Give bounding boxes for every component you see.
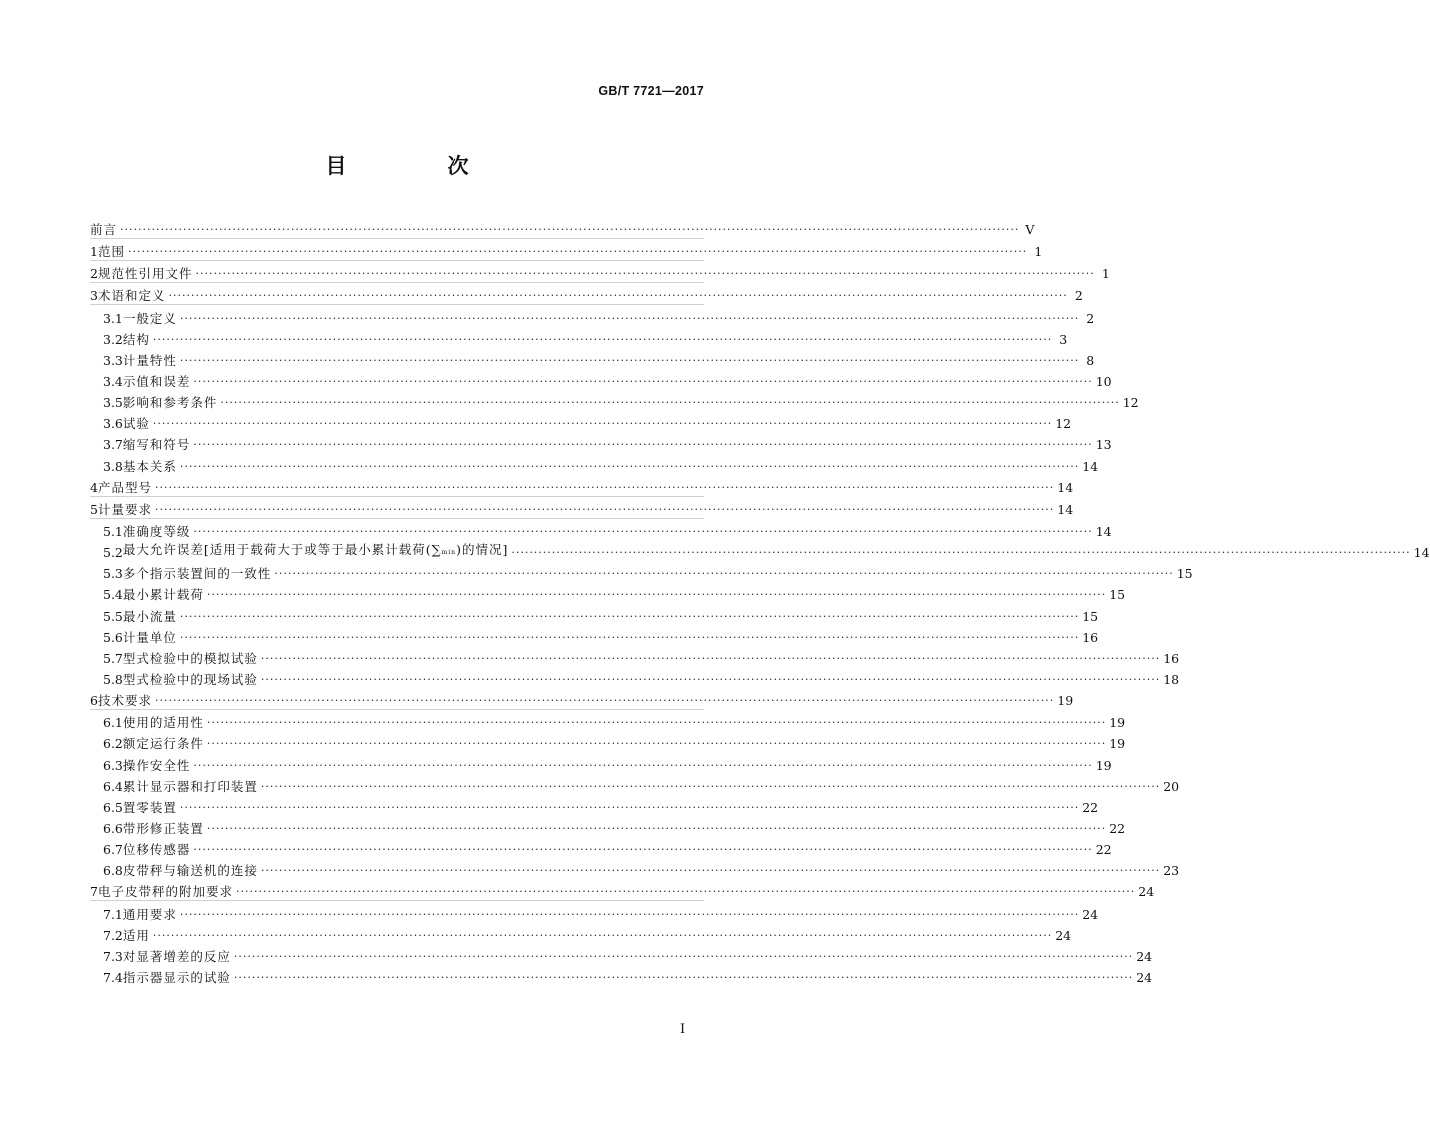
toc-entry-title <box>123 374 191 390</box>
toc-leader-dots: ········································································································································································································ <box>206 588 1107 602</box>
toc-entry-title <box>123 863 258 879</box>
toc-entry-title <box>98 502 152 518</box>
toc-entry[interactable] <box>90 667 1180 688</box>
toc-entry-title-text: 皮带秤与输送机的连接 <box>122 863 258 879</box>
toc-entry-title-text: 前言 <box>90 222 118 237</box>
toc-leader-dots: ········································································································································································································ <box>193 843 1093 857</box>
toc-entry[interactable] <box>90 944 1153 965</box>
toc-leader-dots: ········································································································································································································ <box>206 737 1107 751</box>
toc-entry-number: 3.7 <box>103 437 123 453</box>
toc-leader-dots: ········································································································································································································ <box>179 800 1080 814</box>
toc-entry-title-text: 最小流量 <box>122 608 177 624</box>
toc-leader-dots: ········································································································································································································ <box>260 672 1161 686</box>
toc-entry-number: 3.8 <box>103 458 123 474</box>
toc-entry[interactable] <box>90 879 1155 901</box>
toc-entry-page: 18 <box>1163 671 1180 687</box>
toc-leader-dots: ········································································································································································································ <box>168 289 1068 303</box>
toc-entry-page: 14 <box>1413 545 1430 561</box>
toc-leader-dots: ········································································································································································································ <box>206 821 1107 835</box>
toc-leader-dots: ········································································································································································································ <box>179 907 1080 921</box>
toc-entry-title-text: 位移传感器 <box>122 842 191 858</box>
toc-entry-title <box>123 821 204 837</box>
toc-entry-number: 7.2 <box>103 927 123 943</box>
toc-entry-page: 14 <box>1057 501 1074 517</box>
toc-leader-dots: ········································································································································································································ <box>154 694 1055 708</box>
toc-entry[interactable] <box>90 390 1139 411</box>
toc-leader-dots: ········································································································································································································ <box>233 949 1134 963</box>
toc-entry-title <box>123 630 177 646</box>
toc-entry-title-text: 试验 <box>122 416 150 432</box>
toc-entry-page: 22 <box>1109 820 1126 836</box>
toc-entry-number: 6 <box>90 693 98 709</box>
toc-leader-dots: ········································································································································································································ <box>152 332 1053 346</box>
toc-entry-page: 14 <box>1095 523 1112 539</box>
toc-entry-title <box>123 353 177 369</box>
toc-entry-title-text: 计量单位 <box>122 629 177 645</box>
toc-entry-title-text: 示值和误差 <box>122 373 191 389</box>
toc-entry-title-text: 累计显示器和打印装置 <box>122 778 258 794</box>
toc-entry[interactable] <box>90 327 1068 348</box>
toc-entry-title <box>98 266 193 282</box>
toc-entry-title-text: 使用的适用性 <box>122 715 204 731</box>
toc-leader-dots: ········································································································································································································ <box>154 480 1055 494</box>
toc-entry-number: 6.7 <box>103 842 123 858</box>
toc-leader-dots: ········································································································································································································ <box>193 374 1093 388</box>
toc-entry[interactable] <box>90 923 1072 944</box>
toc-entry-number: 6.3 <box>103 757 123 773</box>
toc-entry-number: 6.1 <box>103 715 123 731</box>
toc-leader-dots: ········································································································································································································ <box>152 928 1053 942</box>
toc-entry-title <box>123 715 204 731</box>
toc-entry-title-text: 电子皮带秤的附加要求 <box>97 884 233 900</box>
toc-entry-title-text: 带形修正装置 <box>122 820 204 836</box>
toc-entry-number: 3.4 <box>103 373 123 389</box>
toc-entry-page: 10 <box>1095 373 1112 389</box>
toc-leader-dots: ········································································································································································································ <box>274 567 1174 581</box>
toc-leader-dots: ········································································································································································································ <box>220 396 1120 410</box>
toc-entry-title-text: 技术要求 <box>97 693 152 709</box>
toc-leader-dots: ········································································································································································································ <box>127 245 1028 259</box>
toc-entry-number: 6.4 <box>103 778 123 794</box>
page-title: 目 次 <box>325 153 509 178</box>
toc-entry-number: 6.8 <box>103 863 123 879</box>
toc-entry-number: 5.4 <box>103 587 123 603</box>
toc-entry-number: 2 <box>90 266 98 282</box>
toc-entry-title <box>123 566 272 582</box>
toc-entry-title-text: 一般定义 <box>122 310 177 326</box>
toc-entry-title <box>123 311 177 327</box>
toc-entry-title-text: 范围 <box>97 244 125 260</box>
toc-entry-title-text: 计量要求 <box>97 501 152 517</box>
toc-entry[interactable] <box>90 411 1072 432</box>
toc-entry-page: 16 <box>1163 650 1180 666</box>
toc-entry-page: 8 <box>1086 352 1095 368</box>
toc-entry-page: 22 <box>1082 799 1099 815</box>
toc-entry-title <box>123 459 177 475</box>
toc-entry-number: 7.3 <box>103 948 123 964</box>
page-number: Ⅰ <box>680 1022 686 1037</box>
toc-entry-title <box>123 524 191 540</box>
toc-leader-dots: ········································································································································································································ <box>260 779 1161 793</box>
toc-entry-title-text: 额定运行条件 <box>122 736 204 752</box>
toc-entry-page: 15 <box>1109 587 1126 603</box>
toc-leader-dots: ········································································································································································································ <box>179 630 1080 644</box>
toc-entry-page: 3 <box>1059 331 1068 347</box>
toc-entry-title-text: 计量特性 <box>122 352 177 368</box>
toc-entry-title <box>123 736 204 752</box>
toc-entry[interactable] <box>90 837 1112 858</box>
toc-entry-page: 2 <box>1074 288 1083 304</box>
toc-entry-number: 4 <box>90 479 98 495</box>
toc-entry[interactable] <box>90 475 1074 497</box>
toc-entry-number: 5 <box>90 501 98 517</box>
toc-entry-title-text: 型式检验中的现场试验 <box>122 671 258 687</box>
toc-entry[interactable] <box>90 731 1126 752</box>
toc-entry-title <box>123 542 508 561</box>
standard-code: GB/T 7721—2017 <box>598 84 704 98</box>
toc-entry-page: 24 <box>1138 884 1155 900</box>
toc-entry-number: 5.7 <box>103 650 123 666</box>
toc-entry-page: 1 <box>1101 266 1110 282</box>
toc-leader-dots: ········································································································································································································ <box>511 546 1411 560</box>
toc-entry-page: 24 <box>1136 948 1153 964</box>
toc-entry-number: 5.6 <box>103 629 123 645</box>
toc-entry-page: 13 <box>1095 437 1112 453</box>
toc-entry-page: 24 <box>1136 969 1153 985</box>
toc-entry-number: 6.6 <box>103 820 123 836</box>
toc-entry[interactable] <box>90 540 1430 561</box>
toc-entry-title-text: 通用要求 <box>122 906 177 922</box>
toc-entry[interactable] <box>90 688 1074 710</box>
toc-entry[interactable] <box>90 646 1180 667</box>
toc-leader-dots: ········································································································································································································ <box>195 267 1095 281</box>
toc-entry[interactable] <box>90 432 1112 453</box>
toc-entry-number: 3.5 <box>103 395 123 411</box>
toc-entry-page: 23 <box>1163 863 1180 879</box>
toc-entry-title <box>123 949 231 965</box>
toc-entry[interactable] <box>90 752 1112 773</box>
toc-entry-number: 5.8 <box>103 671 123 687</box>
toc-leader-dots: ········································································································································································································ <box>179 459 1080 473</box>
toc-entry-number: 3.1 <box>103 310 123 326</box>
toc-entry-number: 3 <box>90 288 98 304</box>
toc-entry-page: 1 <box>1034 244 1043 260</box>
toc-entry-title-text: 最大允许误差[适用于载荷大于或等于最小累计载荷(∑ <box>122 542 442 558</box>
toc-entry-title-text: 结构 <box>122 331 150 347</box>
toc-entry-number: 3.2 <box>103 331 123 347</box>
toc-leader-dots: ········································································································································································································ <box>260 651 1161 665</box>
toc-entry-number: 5.2 <box>103 545 123 561</box>
toc-entry[interactable] <box>90 305 1095 326</box>
toc-entry-title-text: 术语和定义 <box>97 288 166 304</box>
toc-entry-number: 5.3 <box>103 566 123 582</box>
toc-entry-title-text: 基本关系 <box>122 458 177 474</box>
toc-entry-title-text: 最小累计载荷 <box>122 587 204 603</box>
toc-entry-title <box>123 416 150 432</box>
toc-entry[interactable] <box>90 965 1153 986</box>
toc-leader-dots: ········································································································································································································ <box>120 223 1020 236</box>
toc-entry[interactable] <box>90 774 1180 795</box>
toc-entry-title <box>123 758 191 774</box>
toc-entry-title-text: 多个指示装置间的一致性 <box>122 566 272 582</box>
toc-entry-title-tail: )的情况] <box>456 542 509 558</box>
toc-entry-title-text: 操作安全性 <box>122 757 191 773</box>
toc-entry-page: 15 <box>1176 566 1193 582</box>
toc-entry-title <box>123 928 150 944</box>
toc-leader-dots: ········································································································································································································ <box>154 502 1055 516</box>
toc-entry[interactable] <box>90 816 1126 837</box>
toc-entry-title-text: 型式检验中的模拟试验 <box>122 650 258 666</box>
toc-entry-title <box>123 672 258 688</box>
toc-entry-page: 16 <box>1082 629 1099 645</box>
toc-entry-page: 19 <box>1057 693 1074 709</box>
toc-entry[interactable] <box>90 582 1126 603</box>
toc-entry-title <box>123 395 218 411</box>
toc-entry-title <box>123 587 204 603</box>
toc-leader-dots: ········································································································································································································ <box>193 524 1093 538</box>
toc-entry[interactable] <box>90 283 1083 305</box>
toc-leader-dots: ········································································································································································································ <box>260 864 1161 878</box>
toc-leader-dots: ········································································································································································································ <box>179 311 1080 325</box>
toc-entry-number: 6.2 <box>103 736 123 752</box>
toc-entry-title-text: 适用 <box>122 927 150 943</box>
toc-entry[interactable] <box>90 453 1099 474</box>
toc-leader-dots: ········································································································································································································ <box>206 716 1107 730</box>
toc-entry-title-text: 准确度等级 <box>122 523 191 539</box>
toc-entry-title-text: 规范性引用文件 <box>97 266 193 282</box>
toc-entry-title <box>98 244 125 260</box>
toc-entry-page: 19 <box>1109 715 1126 731</box>
toc-entry[interactable] <box>90 710 1126 731</box>
toc-leader-dots: ········································································································································································································ <box>193 758 1093 772</box>
toc-entry-title <box>123 842 191 858</box>
toc-entry-page: 19 <box>1095 757 1112 773</box>
toc-entry-page: 24 <box>1082 906 1099 922</box>
toc-entry[interactable] <box>90 239 1043 261</box>
toc-entry[interactable] <box>90 519 1112 540</box>
toc-entry-title-text: 对显著增差的反应 <box>122 948 231 964</box>
toc-entry-page: 2 <box>1086 310 1095 326</box>
toc-leader-dots: ········································································································································································································ <box>179 609 1080 623</box>
toc-entry-number: 6.5 <box>103 799 123 815</box>
toc-entry[interactable] <box>90 858 1180 879</box>
toc-entry-title <box>90 222 117 238</box>
toc-entry-page: 14 <box>1057 479 1074 495</box>
toc-entry[interactable] <box>90 369 1112 390</box>
toc-entry[interactable] <box>90 625 1099 646</box>
toc-entry-number: 7.1 <box>103 906 123 922</box>
toc-entry-number: 1 <box>90 244 98 260</box>
toc-entry[interactable] <box>90 795 1099 816</box>
toc-entry-title <box>123 437 191 453</box>
toc-entry-title-subscript: min <box>441 549 457 557</box>
toc-leader-dots: ········································································································································································································ <box>152 417 1053 431</box>
toc-entry-number: 3.6 <box>103 416 123 432</box>
toc-entry-title <box>123 609 177 625</box>
toc-entry-number: 3.3 <box>103 352 123 368</box>
toc-entry-title <box>123 651 258 667</box>
toc-entry[interactable] <box>90 901 1099 922</box>
toc-entry-title <box>98 693 152 709</box>
toc-entry-title-text: 置零装置 <box>122 799 177 815</box>
toc-entry-page: 15 <box>1082 608 1099 624</box>
toc-leader-dots: ········································································································································································································ <box>193 438 1093 452</box>
toc-entry[interactable] <box>90 348 1095 369</box>
toc-entry-page: 12 <box>1055 416 1072 432</box>
toc-entry-title <box>98 884 233 900</box>
toc-entry[interactable] <box>90 561 1193 582</box>
toc-entry-title <box>123 800 177 816</box>
toc-entry-page: 19 <box>1109 736 1126 752</box>
toc-entry-page: 22 <box>1095 842 1112 858</box>
toc-entry-page: 20 <box>1163 778 1180 794</box>
toc-entry[interactable] <box>90 219 1035 239</box>
toc-entry-title <box>98 288 166 304</box>
toc-leader-dots: ········································································································································································································ <box>233 970 1134 984</box>
toc-entry[interactable] <box>90 603 1099 624</box>
toc-entry-page: 14 <box>1082 458 1099 474</box>
toc-entry[interactable] <box>90 497 1074 519</box>
toc-entry-number: 7 <box>90 884 98 900</box>
toc-entry-number: 5.1 <box>103 523 123 539</box>
toc-entry-number: 7.4 <box>103 969 123 985</box>
toc-entry-title <box>123 907 177 923</box>
toc-leader-dots: ········································································································································································································ <box>235 885 1136 899</box>
toc-entry-title <box>98 480 152 496</box>
toc-entry-title <box>123 970 231 986</box>
toc-entry-title-text: 指示器显示的试验 <box>122 969 231 985</box>
toc-entry-title-text: 产品型号 <box>97 479 152 495</box>
toc-entry-title <box>123 779 258 795</box>
table-of-contents <box>90 219 1430 986</box>
toc-entry-title-text: 缩写和符号 <box>122 437 191 453</box>
toc-leader-dots: ········································································································································································································ <box>179 353 1080 367</box>
toc-entry-page: 24 <box>1055 927 1072 943</box>
toc-entry-page: Ⅴ <box>1025 222 1035 237</box>
toc-entry-page: 12 <box>1122 395 1139 411</box>
toc-entry-number: 5.5 <box>103 608 123 624</box>
toc-entry[interactable] <box>90 261 1110 283</box>
toc-entry-title <box>123 332 150 348</box>
toc-entry-title-text: 影响和参考条件 <box>122 395 218 411</box>
